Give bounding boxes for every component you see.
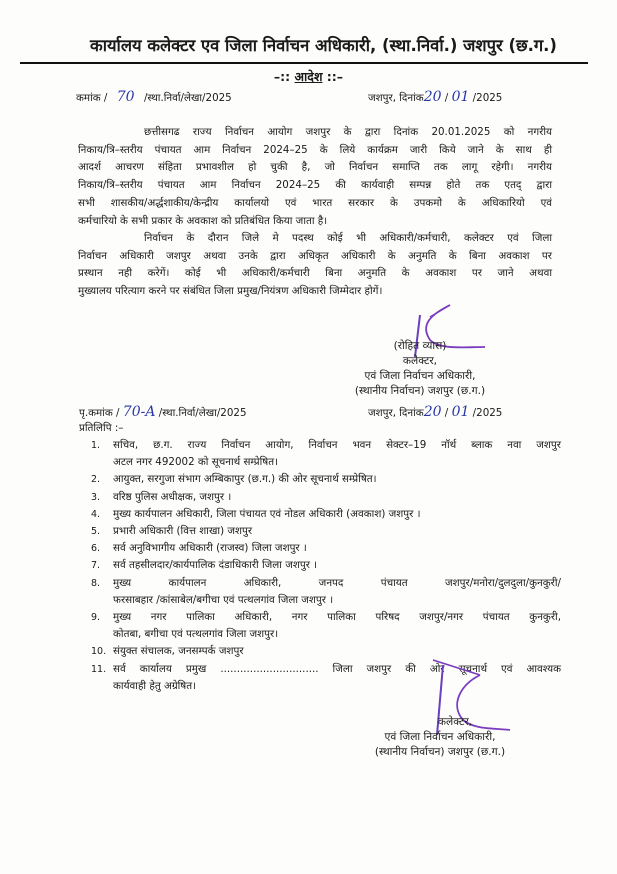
copy-number-suffix: /स्था.निर्वा/लेखा/2025 xyxy=(158,407,247,419)
list-item: 5. प्रभारी अधिकारी (वित्त शाखा) जशपुर xyxy=(91,525,253,538)
list-item: 7. सर्व तहसीलदार/कार्यपालिक दंडाधिकारी जिला जशपुर । xyxy=(91,559,318,572)
paragraph-line: प्रस्थान नही करेगें। कोई भी अधिकारी/कर्मचारी बिना अनुमति के अवकाश पर जाने अथवा xyxy=(78,267,552,280)
copy-number-label: पृ.कमांक / xyxy=(79,407,120,419)
order-date-day: 20 xyxy=(423,89,442,105)
signatory-2-designation-1: कलेक्टर, xyxy=(437,716,473,728)
list-item: 4. मुख्य कार्यपालन अधिकारी, जिला पंचायत एवं नोडल अधिकारी (अवकाश) जशपुर । xyxy=(91,507,421,520)
order-heading-prefix: –:: xyxy=(273,69,295,84)
paragraph-line: कर्मचारियो के सभी प्रकार के अवकाश को प्रतिबंधित किया जाता है। xyxy=(78,214,328,227)
paragraph-line: मुख्यालय परित्याग करने पर संबंधित जिला प्रमुख/नियंत्रण अधिकारी जिम्मेदार होगें। xyxy=(78,285,383,298)
order-number xyxy=(76,89,232,105)
list-item: 8. मुख्य कार्यपालन अधिकारी, जनपद पंचायत जशपुर/मनोरा/दुलदुला/कुनकुरी/ फरसाबहार /कांसाबेल/बगीचा एवं पत्थलगांव जिला जशपुर । xyxy=(91,576,561,606)
order-number-value: 70 xyxy=(116,89,135,105)
order-date-sep: / xyxy=(444,92,449,104)
copy-number xyxy=(79,404,247,420)
signature-block-1 xyxy=(315,339,525,399)
copy-date-sep: / xyxy=(444,407,449,419)
header-divider xyxy=(20,62,588,64)
signatory-designation-2: एवं जिला निर्वाचन अधिकारी, xyxy=(364,370,476,382)
signatory-name: (रोहित व्यास) xyxy=(393,340,447,352)
copy-date-day: 20 xyxy=(423,404,442,420)
paragraph-line: सभी शासकीय/अर्द्धशाकीय/केन्द्रीय कार्यालयो एवं भारत सरकार के उपकमो के अधिकारियो एवं xyxy=(78,196,552,209)
paragraph-line: निकाय/त्रि–स्तरीय पंचायत आम निर्वाचन 2024–25 की कार्यवाही सम्पन्न होते तक एतद् द्वारा xyxy=(78,179,552,192)
copy-date-year: /2025 xyxy=(472,407,503,419)
order-date-year: /2025 xyxy=(472,92,503,104)
paragraph-line: छत्तीसगढ राज्य निर्वाचन आयोग जशपुर के द्वारा दिनांक 20.01.2025 को नगरीय xyxy=(144,126,552,138)
signatory-designation-3: (स्थानीय निर्वाचन) जशपुर (छ.ग.) xyxy=(354,385,486,397)
paragraph-line: निर्वाचन अधिकारी जशपुर अथवा उनके द्वारा अधिकृत अधिकारी के अनुमति के बिना अवकाश पर xyxy=(78,249,552,262)
order-paragraph-2 xyxy=(78,230,552,301)
order-heading-text: आदेश xyxy=(294,69,323,84)
order-heading-suffix: ::– xyxy=(322,69,344,84)
signatory-designation-1: कलेक्टर, xyxy=(402,355,438,367)
signatory-2-designation-3: (स्थानीय निर्वाचन) जशपुर (छ.ग.) xyxy=(374,746,506,758)
copy-place-date-label: जशपुर, दिनांक xyxy=(368,407,424,419)
order-date xyxy=(368,89,502,105)
signatory-2-designation-2: एवं जिला निर्वाचन अधिकारी, xyxy=(384,731,496,743)
paragraph-line: आदर्श आचरण संहिता प्रभावशील हो चुकी है, जो निर्वाचन समाप्ति तक लागू रहेगी। नगरीय xyxy=(78,161,552,174)
list-item: 1. सचिव, छ.ग. राज्य निर्वाचन आयोग, निर्वाचन भवन सेक्टर–19 नॉर्थ ब्लाक नवा जशपुर अटल नगर 492002 को सूचनार्थ सम्प्रेषित। xyxy=(91,439,561,469)
copy-date xyxy=(368,404,502,420)
signature-block-2 xyxy=(345,715,535,760)
order-place-date-label: जशपुर, दिनांक xyxy=(368,92,424,104)
list-item: 10. संयुक्त संचालक, जनसम्पर्क जशपुर xyxy=(91,645,244,658)
list-item: 2. आयुक्त, सरगुजा संभाग अम्बिकापुर (छ.ग.) की ओर सूचनार्थ सम्प्रेषित। xyxy=(91,473,377,486)
order-date-month: 01 xyxy=(451,89,470,105)
list-item: 9. मुख्य नगर पालिका अधिकारी, नगर पालिका परिषद जशपुर/नगर पंचायत कुनकुरी, कोतबा, बगीचा एवं पत्थलगांव जिला जशपुर। xyxy=(91,611,561,641)
copy-date-month: 01 xyxy=(451,404,470,420)
office-title: कार्यालय कलेक्टर एव जिला निर्वाचन अधिकारी, (स्था.निर्वा.) जशपुर (छ.ग.) xyxy=(90,36,557,55)
list-item: 6. सर्व अनुविभागीय अधिकारी (राजस्व) जिला जशपुर । xyxy=(91,542,307,555)
paragraph-line: निकाय/त्रि–स्तरीय पंचायत आम निर्वाचन 2024–25 के लिये कार्यक्रम जारी किये जाने के साथ ही xyxy=(78,143,552,156)
order-number-label: कमांक / xyxy=(76,92,108,104)
copy-label: प्रतिलिपि :– xyxy=(79,422,124,434)
list-item: 11. सर्व कार्यालय प्रमुख .............................. जिला जशपुर की ओर सूचनार्थ एवं आवश्यक कार्यवाही हेतु अग्रेषित। xyxy=(91,662,561,692)
order-number-suffix: /स्था.निर्वा/लेखा/2025 xyxy=(143,92,232,104)
list-item: 3. वरिष्ठ पुलिस अधीक्षक, जशपुर । xyxy=(91,490,232,503)
order-paragraph-1 xyxy=(78,124,552,230)
distribution-list xyxy=(91,437,561,695)
copy-number-value: 70-A xyxy=(122,404,156,420)
paragraph-line: निर्वाचन के दौरान जिले मे पदस्थ कोई भी अधिकारी/कर्मचारी, कलेक्टर एवं जिला xyxy=(144,232,552,244)
order-heading xyxy=(0,68,617,85)
